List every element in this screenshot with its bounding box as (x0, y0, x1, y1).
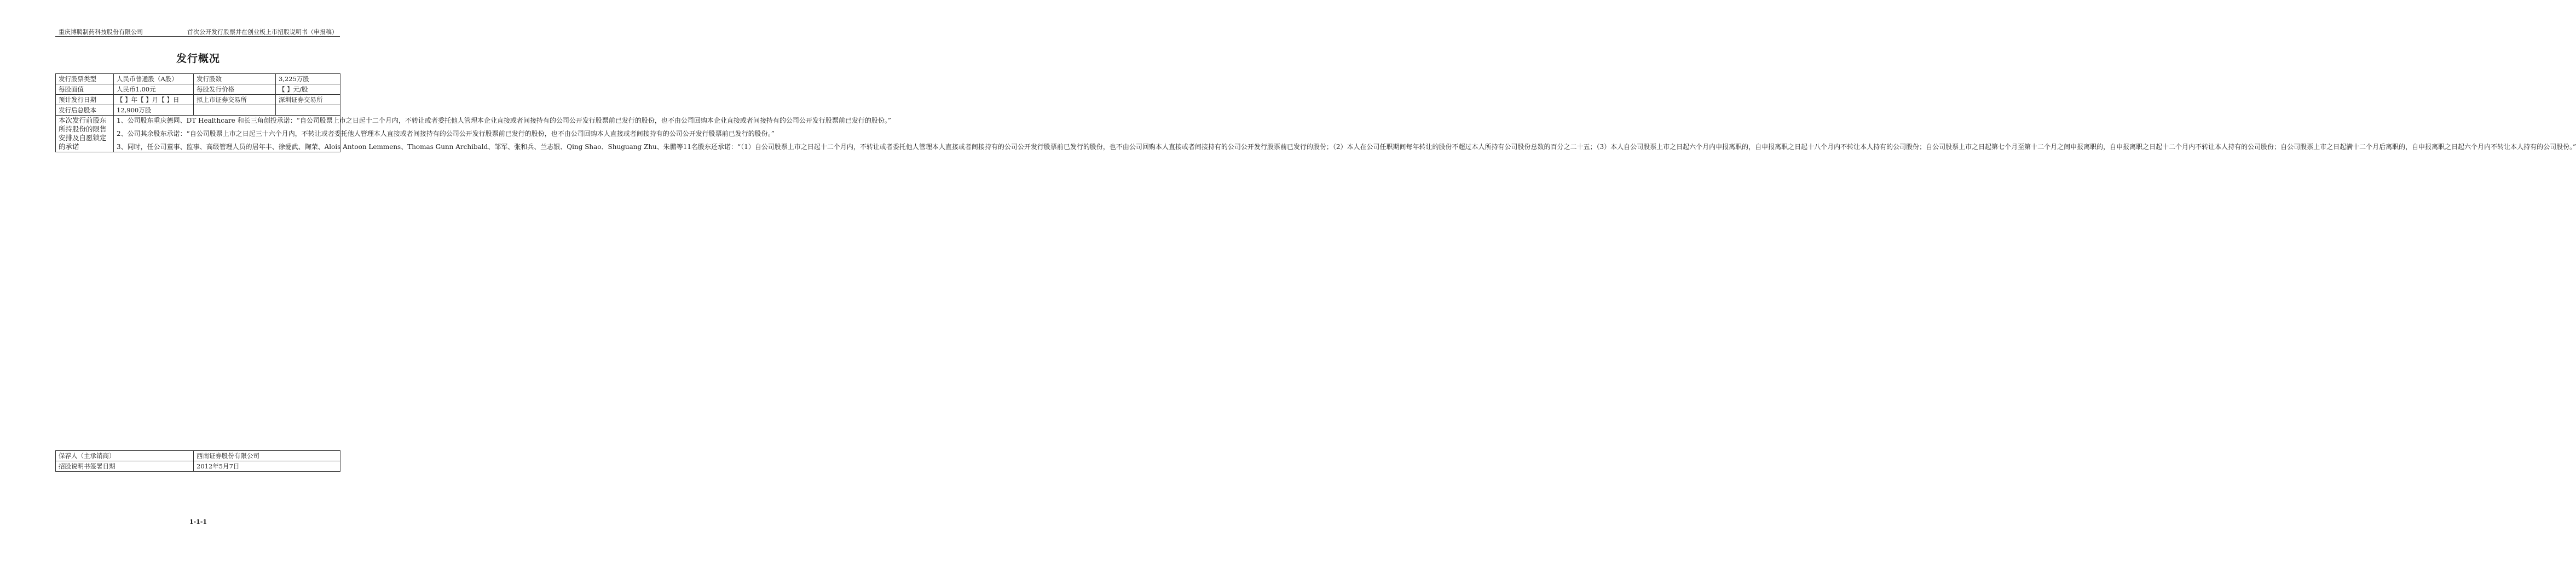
value-sign-date: 2012年5月7日 (194, 461, 340, 472)
table-row (56, 84, 340, 95)
table-row (56, 461, 340, 472)
table-row (56, 451, 340, 461)
issuance-info-table (55, 73, 2576, 152)
table-row-promise (56, 116, 340, 152)
header-doc-title: 首次公开发行股票并在创业板上市招股说明书（申报稿） (187, 28, 338, 36)
table-row (56, 95, 340, 105)
label-total-shares: 发行后总股本 (56, 105, 114, 116)
label-stock-type: 发行股票类型 (56, 74, 114, 84)
page-title: 发行概况 (176, 53, 220, 65)
value-exchange: 深圳证券交易所 (276, 95, 340, 105)
page-header (55, 25, 340, 37)
value-issue-date: 【 】年【 】月【 】日 (114, 95, 194, 105)
value-par-value: 人民币1.00元 (114, 84, 194, 95)
label-lockup-promise: 本次发行前股东所持股份的限售安排及自愿锁定的承诺 (56, 116, 114, 152)
promise-paragraph-1: 1、公司股东重庆德同、DT Healthcare 和长三角创投承诺：“自公司股票上市之日起十二个月内，不转让或者委托他人管理本企业直接或者间接持有的公司公开发行股票前已发行的股份，也不由公司回购本企业直接或者间接持有的公司公开发行股票前已发行的股份。” (117, 117, 891, 124)
promise-paragraph-3: 3、同时，任公司董事、监事、高级管理人员的居年丰、徐爱武、陶荣、Alois Antoon Lemmens、Thomas Gunn Archibald、邹军、张和兵、兰志银、Qing Shao、Shuguang Zhu、朱鹏等11名股东还承诺：“（1）自公司股票上市之日起十二个月内，不转让或者委托他人管理本人直接或者间接持有的公司公开发行股票前已发行的股份，也不由公司回购本人直接或者间接持有的公司公开发行股票前已发行的股份；（2）本人在公司任职期间每年转让的股份不超过本人所持有公司股份总数的百分之二十五；（3）本人自公司股票上市之日起六个月内申报离职的，自申报离职之日起十八个月内不转让本人持有的公司股份；自公司股票上市之日起第七个月至第十二个月之间申报离职的，自申报离职之日起十二个月内不转让本人持有的公司股份；自公司股票上市之日起满十二个月后离职的，自申报离职之日起六个月内不转让本人持有的公司股份。” (117, 143, 2576, 151)
empty-cell (194, 105, 276, 116)
header-company: 重庆博腾制药科技股份有限公司 (59, 28, 143, 36)
sponsor-table (55, 450, 340, 472)
table-row (56, 74, 340, 84)
value-stock-type: 人民币普通股（A股） (114, 74, 194, 84)
table-row (56, 105, 340, 116)
label-exchange: 拟上市证券交易所 (194, 95, 276, 105)
page-number: 1-1-1 (189, 518, 207, 525)
value-total-shares: 12,900万股 (114, 105, 194, 116)
label-sponsor: 保荐人（主承销商） (56, 451, 194, 461)
label-sign-date: 招股说明书签署日期 (56, 461, 194, 472)
label-issue-price: 每股发行价格 (194, 84, 276, 95)
value-issue-price: 【 】元/股 (276, 84, 340, 95)
value-sponsor: 西南证券股份有限公司 (194, 451, 340, 461)
value-shares-issued: 3,225万股 (276, 74, 340, 84)
lockup-promise-text (114, 116, 2576, 152)
label-issue-date: 预计发行日期 (56, 95, 114, 105)
promise-paragraph-2: 2、公司其余股东承诺：“自公司股票上市之日起三十六个月内，不转让或者委托他人管理本人直接或者间接持有的公司公开发行股票前已发行的股份，也不由公司回购本人直接或者间接持有的公司公开发行股票前已发行的股份。” (117, 130, 775, 138)
label-par-value: 每股面值 (56, 84, 114, 95)
label-shares-issued: 发行股数 (194, 74, 276, 84)
empty-cell (276, 105, 340, 116)
